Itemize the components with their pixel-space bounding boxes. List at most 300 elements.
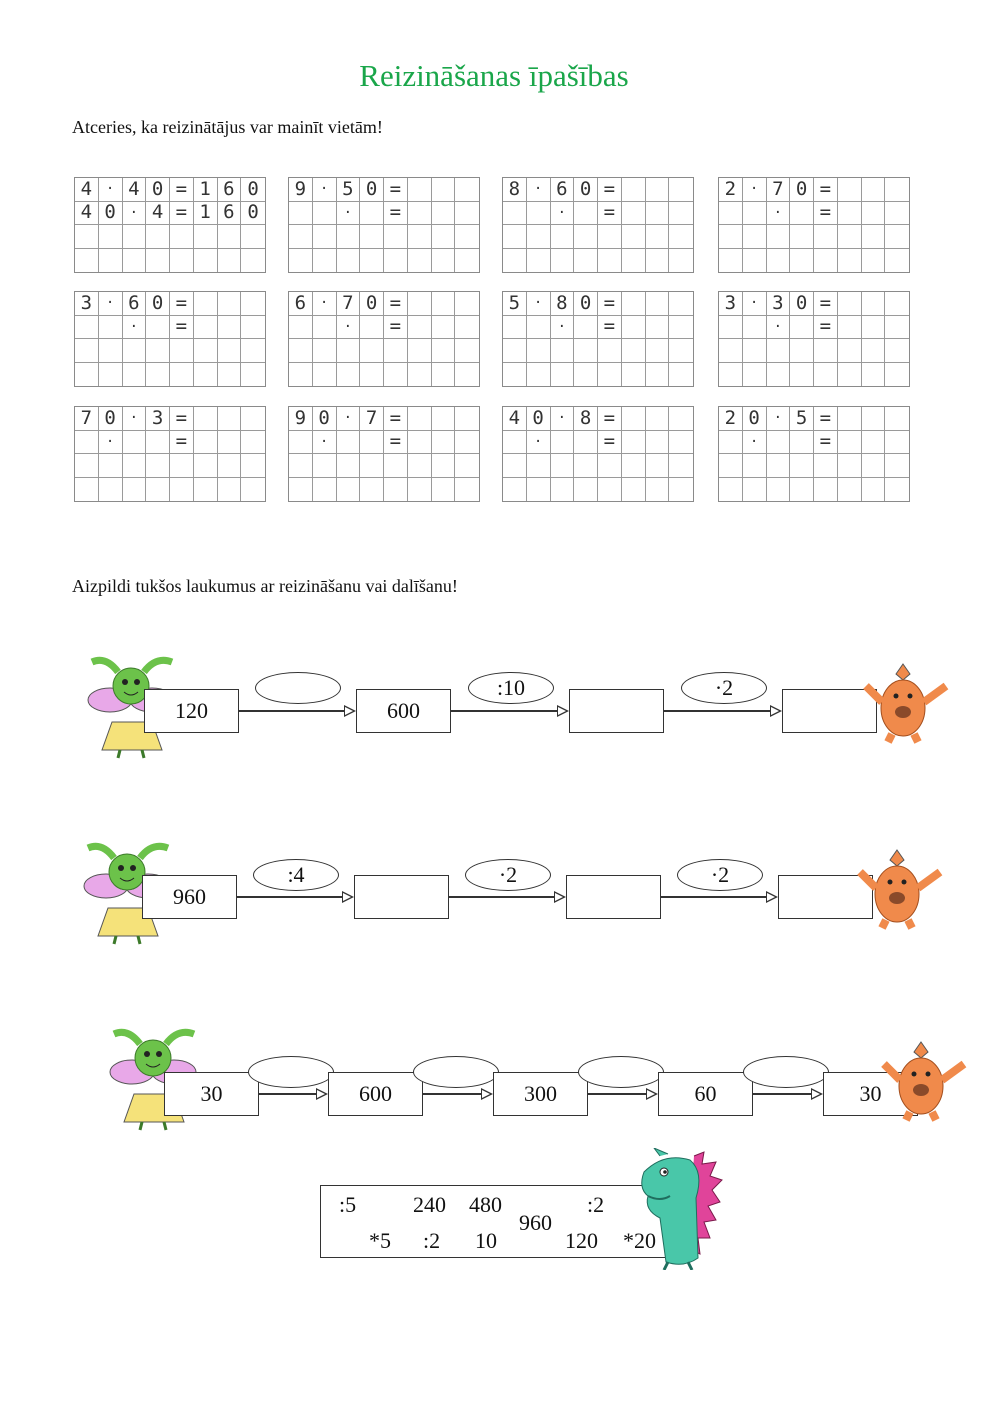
grid-cell[interactable] [384,478,408,502]
grid-cell[interactable] [646,363,670,387]
grid-cell[interactable] [194,249,218,273]
number-box[interactable] [569,689,664,733]
grid-cell[interactable] [289,225,313,249]
grid-cell[interactable] [170,363,194,387]
grid-cell[interactable] [289,478,313,502]
grid-cell[interactable] [241,339,265,363]
grid-cell[interactable] [862,407,886,431]
grid-cell[interactable] [646,225,670,249]
grid-cell[interactable] [146,363,170,387]
grid-cell[interactable] [218,316,242,340]
grid-cell[interactable] [75,454,99,478]
grid-cell[interactable] [743,316,767,340]
grid-cell[interactable] [99,316,123,340]
grid-cell[interactable] [432,431,456,455]
grid-cell[interactable] [719,339,743,363]
grid-cell[interactable] [194,316,218,340]
grid-cell[interactable] [743,478,767,502]
grid-cell[interactable] [313,478,337,502]
grid-cell[interactable] [75,431,99,455]
grid-cell[interactable] [432,249,456,273]
number-box[interactable] [566,875,661,919]
grid-cell[interactable] [622,339,646,363]
grid-cell[interactable] [622,249,646,273]
grid-cell[interactable] [241,454,265,478]
grid-cell[interactable] [574,225,598,249]
grid-cell[interactable] [408,292,432,316]
grid-cell[interactable] [838,339,862,363]
grid-cell[interactable] [455,249,479,273]
grid-cell[interactable] [814,454,838,478]
grid-cell[interactable] [719,363,743,387]
grid-cell[interactable] [646,454,670,478]
grid-cell[interactable] [551,431,575,455]
grid-cell[interactable] [790,202,814,226]
grid-cell[interactable] [289,431,313,455]
grid-cell[interactable] [146,225,170,249]
grid-cell[interactable] [503,454,527,478]
grid-cell[interactable] [527,478,551,502]
grid-cell[interactable] [862,478,886,502]
grid-cell[interactable] [551,363,575,387]
grid-cell[interactable] [337,478,361,502]
grid-cell[interactable] [75,478,99,502]
grid-cell[interactable] [719,316,743,340]
grid-cell[interactable] [503,225,527,249]
grid-cell[interactable] [432,407,456,431]
grid-cell[interactable] [551,339,575,363]
grid-cell[interactable] [790,454,814,478]
grid-cell[interactable] [75,316,99,340]
grid-cell[interactable] [194,225,218,249]
grid-cell[interactable] [360,454,384,478]
grid-cell[interactable] [885,407,909,431]
grid-cell[interactable] [360,202,384,226]
grid-cell[interactable] [885,292,909,316]
grid-cell[interactable] [289,249,313,273]
grid-cell[interactable] [669,478,693,502]
grid-cell[interactable] [790,249,814,273]
grid-cell[interactable] [598,363,622,387]
grid-cell[interactable] [622,407,646,431]
grid-cell[interactable] [862,454,886,478]
grid-cell[interactable] [838,478,862,502]
grid-cell[interactable] [527,316,551,340]
grid-cell[interactable] [574,316,598,340]
grid-cell[interactable] [646,178,670,202]
grid-cell[interactable] [743,202,767,226]
grid-cell[interactable] [408,431,432,455]
grid-cell[interactable] [360,478,384,502]
grid-cell[interactable] [289,363,313,387]
grid-cell[interactable] [218,407,242,431]
grid-cell[interactable] [241,225,265,249]
grid-cell[interactable] [218,339,242,363]
grid-cell[interactable] [123,478,147,502]
grid-cell[interactable] [408,316,432,340]
grid-cell[interactable] [408,339,432,363]
grid-cell[interactable] [170,454,194,478]
grid-cell[interactable] [170,249,194,273]
grid-cell[interactable] [194,454,218,478]
grid-cell[interactable] [527,339,551,363]
grid-cell[interactable] [527,363,551,387]
grid-cell[interactable] [574,431,598,455]
grid-cell[interactable] [241,431,265,455]
grid-cell[interactable] [719,478,743,502]
grid-cell[interactable] [838,249,862,273]
grid-cell[interactable] [123,363,147,387]
grid-cell[interactable] [503,316,527,340]
grid-cell[interactable] [455,478,479,502]
grid-cell[interactable] [743,454,767,478]
grid-cell[interactable] [503,363,527,387]
grid-cell[interactable] [622,178,646,202]
grid-cell[interactable] [838,363,862,387]
grid-cell[interactable] [574,339,598,363]
grid-cell[interactable] [337,225,361,249]
grid-cell[interactable] [574,202,598,226]
grid-cell[interactable] [455,178,479,202]
grid-cell[interactable] [719,431,743,455]
grid-cell[interactable] [289,316,313,340]
grid-cell[interactable] [814,225,838,249]
grid-cell[interactable] [669,407,693,431]
grid-cell[interactable] [743,225,767,249]
grid-cell[interactable] [646,292,670,316]
grid-cell[interactable] [432,225,456,249]
grid-cell[interactable] [123,249,147,273]
grid-cell[interactable] [241,478,265,502]
grid-cell[interactable] [289,454,313,478]
grid-cell[interactable] [719,202,743,226]
grid-cell[interactable] [885,339,909,363]
grid-cell[interactable] [767,339,791,363]
grid-cell[interactable] [218,225,242,249]
grid-cell[interactable] [669,363,693,387]
grid-cell[interactable] [289,202,313,226]
grid-cell[interactable] [432,292,456,316]
grid-cell[interactable] [170,225,194,249]
grid-cell[interactable] [408,249,432,273]
grid-cell[interactable] [862,249,886,273]
grid-cell[interactable] [218,454,242,478]
grid-cell[interactable] [574,249,598,273]
grid-cell[interactable] [885,249,909,273]
grid-cell[interactable] [455,407,479,431]
grid-cell[interactable] [455,363,479,387]
grid-cell[interactable] [622,478,646,502]
grid-cell[interactable] [194,339,218,363]
grid-cell[interactable] [337,454,361,478]
grid-cell[interactable] [432,339,456,363]
grid-cell[interactable] [170,339,194,363]
grid-cell[interactable] [622,225,646,249]
grid-cell[interactable] [527,249,551,273]
grid-cell[interactable] [885,431,909,455]
grid-cell[interactable] [790,431,814,455]
grid-cell[interactable] [767,478,791,502]
grid-cell[interactable] [360,316,384,340]
operation-oval[interactable] [248,1056,334,1088]
grid-cell[interactable] [862,316,886,340]
grid-cell[interactable] [743,363,767,387]
grid-cell[interactable] [313,202,337,226]
grid-cell[interactable] [885,225,909,249]
grid-cell[interactable] [384,339,408,363]
grid-cell[interactable] [790,478,814,502]
grid-cell[interactable] [790,339,814,363]
grid-cell[interactable] [574,478,598,502]
grid-cell[interactable] [622,316,646,340]
grid-cell[interactable] [838,316,862,340]
grid-cell[interactable] [99,478,123,502]
grid-cell[interactable] [646,202,670,226]
grid-cell[interactable] [384,225,408,249]
grid-cell[interactable] [646,316,670,340]
grid-cell[interactable] [790,225,814,249]
grid-cell[interactable] [313,363,337,387]
grid-cell[interactable] [862,225,886,249]
grid-cell[interactable] [719,249,743,273]
grid-cell[interactable] [123,431,147,455]
grid-cell[interactable] [455,454,479,478]
grid-cell[interactable] [669,339,693,363]
grid-cell[interactable] [432,478,456,502]
grid-cell[interactable] [598,249,622,273]
grid-cell[interactable] [767,454,791,478]
grid-cell[interactable] [360,339,384,363]
grid-cell[interactable] [241,407,265,431]
grid-cell[interactable] [814,478,838,502]
grid-cell[interactable] [669,316,693,340]
grid-cell[interactable] [218,249,242,273]
grid-cell[interactable] [218,363,242,387]
grid-cell[interactable] [99,454,123,478]
grid-cell[interactable] [408,178,432,202]
grid-cell[interactable] [384,454,408,478]
grid-cell[interactable] [885,316,909,340]
grid-cell[interactable] [218,292,242,316]
grid-cell[interactable] [99,249,123,273]
grid-cell[interactable] [123,339,147,363]
grid-cell[interactable] [669,202,693,226]
grid-cell[interactable] [527,225,551,249]
grid-cell[interactable] [99,363,123,387]
grid-cell[interactable] [146,339,170,363]
grid-cell[interactable] [646,249,670,273]
grid-cell[interactable] [360,363,384,387]
grid-cell[interactable] [885,478,909,502]
grid-cell[interactable] [885,363,909,387]
grid-cell[interactable] [574,363,598,387]
grid-cell[interactable] [503,478,527,502]
grid-cell[interactable] [313,225,337,249]
grid-cell[interactable] [218,431,242,455]
grid-cell[interactable] [885,178,909,202]
grid-cell[interactable] [455,316,479,340]
grid-cell[interactable] [527,202,551,226]
grid-cell[interactable] [360,249,384,273]
number-box: 30 [164,1072,259,1116]
grid-cell[interactable] [241,363,265,387]
grid-cell[interactable] [289,339,313,363]
grid-cell[interactable] [885,202,909,226]
grid-cell[interactable] [194,292,218,316]
grid-cell[interactable] [622,363,646,387]
grid-cell[interactable] [862,363,886,387]
grid-cell[interactable] [790,316,814,340]
grid-cell[interactable] [669,178,693,202]
grid-cell[interactable] [862,202,886,226]
grid-cell[interactable] [408,202,432,226]
grid-cell[interactable] [455,431,479,455]
grid-cell[interactable] [719,454,743,478]
grid-cell[interactable] [99,339,123,363]
grid-cell[interactable] [194,363,218,387]
grid-cell[interactable] [384,363,408,387]
grid-cell[interactable] [75,339,99,363]
grid-cell[interactable] [337,249,361,273]
grid-cell[interactable] [838,202,862,226]
grid-cell[interactable] [360,225,384,249]
grid-cell[interactable] [241,316,265,340]
grid-cell[interactable] [551,249,575,273]
grid-cell[interactable] [99,225,123,249]
grid-cell[interactable] [337,339,361,363]
grid-cell[interactable] [743,249,767,273]
grid-cell[interactable] [838,225,862,249]
grid-cell[interactable] [767,249,791,273]
grid-cell[interactable] [527,454,551,478]
grid-cell[interactable] [146,478,170,502]
grid-cell[interactable] [218,478,242,502]
grid-cell[interactable] [646,407,670,431]
grid-cell[interactable] [408,363,432,387]
grid-cell[interactable] [646,478,670,502]
grid-cell[interactable] [313,339,337,363]
grid-cell[interactable] [432,316,456,340]
grid-cell[interactable] [194,431,218,455]
grid-cell[interactable] [885,454,909,478]
grid-cell[interactable] [598,225,622,249]
grid-cell[interactable] [598,478,622,502]
grid-cell[interactable] [432,202,456,226]
grid-cell[interactable] [455,339,479,363]
grid-cell[interactable] [838,407,862,431]
grid-cell[interactable] [408,407,432,431]
grid-cell[interactable] [574,454,598,478]
grid-cell[interactable] [669,431,693,455]
grid-cell[interactable] [408,454,432,478]
grid-cell[interactable] [123,225,147,249]
grid-cell[interactable] [408,478,432,502]
grid-cell[interactable] [838,431,862,455]
operation-oval[interactable] [578,1056,664,1088]
grid-cell[interactable] [838,178,862,202]
grid-cell[interactable] [408,225,432,249]
grid-cell[interactable] [814,249,838,273]
grid-cell[interactable] [360,431,384,455]
grid-cell[interactable] [384,249,408,273]
grid-cell[interactable] [455,202,479,226]
grid-cell[interactable] [146,454,170,478]
grid-cell[interactable] [194,478,218,502]
grid-cell[interactable] [75,249,99,273]
grid-cell[interactable] [646,431,670,455]
grid-cell[interactable] [503,431,527,455]
grid-cell[interactable] [146,431,170,455]
grid-cell[interactable] [313,316,337,340]
grid-cell[interactable] [862,431,886,455]
grid-cell[interactable] [337,363,361,387]
grid-cell[interactable] [503,249,527,273]
grid-cell[interactable] [622,431,646,455]
grid-cell[interactable] [503,202,527,226]
grid-cell[interactable] [622,292,646,316]
operation-oval[interactable] [255,672,341,704]
grid-cell[interactable] [146,316,170,340]
grid-cell[interactable] [432,454,456,478]
grid-cell[interactable] [170,478,194,502]
grid-cell[interactable] [241,292,265,316]
grid-cell[interactable] [598,339,622,363]
grid-cell[interactable] [646,339,670,363]
grid-cell[interactable] [75,225,99,249]
grid-cell[interactable] [503,339,527,363]
grid-cell[interactable] [767,431,791,455]
grid-cell[interactable] [743,339,767,363]
operation-oval[interactable] [743,1056,829,1088]
grid-cell[interactable] [455,225,479,249]
grid-cell[interactable] [455,292,479,316]
grid-cell[interactable] [862,178,886,202]
grid-cell[interactable] [551,225,575,249]
grid-cell[interactable] [622,454,646,478]
grid-cell[interactable] [194,407,218,431]
grid-cell[interactable] [669,249,693,273]
grid-cell[interactable] [814,363,838,387]
grid-cell[interactable] [719,225,743,249]
grid-cell[interactable] [75,363,99,387]
grid-cell[interactable] [432,363,456,387]
grid-cell[interactable] [337,431,361,455]
grid-cell[interactable] [123,454,147,478]
number-box[interactable] [354,875,449,919]
grid-cell[interactable] [838,292,862,316]
grid-cell[interactable] [432,178,456,202]
grid-cell[interactable] [862,339,886,363]
grid-cell[interactable] [790,363,814,387]
grid-cell[interactable] [598,454,622,478]
grid-cell[interactable] [622,202,646,226]
grid-cell[interactable] [551,478,575,502]
operation-oval[interactable] [413,1056,499,1088]
grid-cell[interactable] [669,225,693,249]
grid-cell[interactable] [814,339,838,363]
grid-cell[interactable] [313,249,337,273]
grid-cell[interactable] [146,249,170,273]
grid-cell[interactable] [767,225,791,249]
grid-cell[interactable] [838,454,862,478]
grid-cell[interactable] [551,454,575,478]
grid-cell[interactable] [241,249,265,273]
grid-cell[interactable] [862,292,886,316]
grid-cell[interactable] [767,363,791,387]
grid-cell[interactable] [669,454,693,478]
grid-cell[interactable] [669,292,693,316]
grid-cell[interactable] [313,454,337,478]
